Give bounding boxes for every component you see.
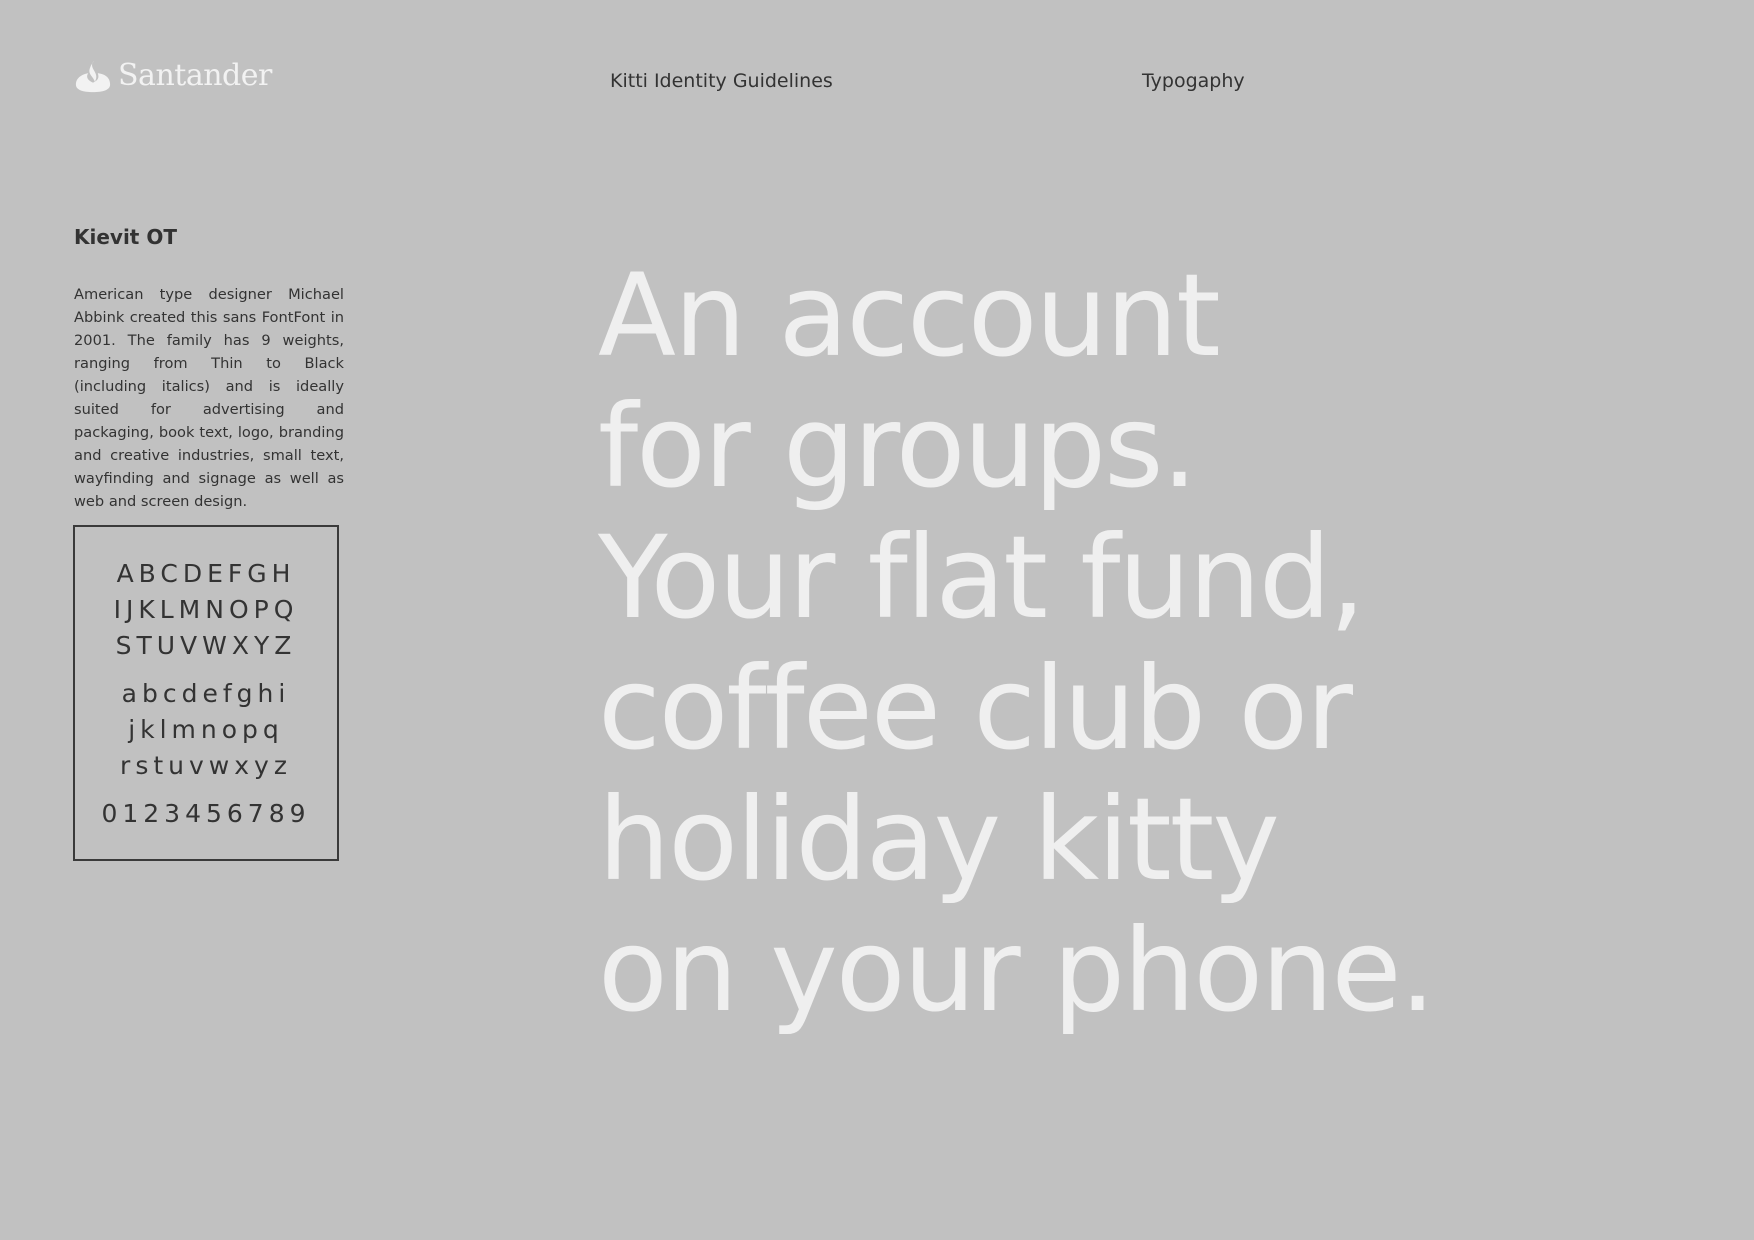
specimen-line: abcdefghi [121, 679, 291, 708]
specimen-line: rstuvwxyz [120, 751, 292, 780]
section-title: Typogaphy [1142, 70, 1245, 92]
uppercase-specimen [75, 556, 337, 664]
headline-line: Your flat fund, [598, 511, 1364, 644]
digits-specimen [75, 796, 337, 832]
lowercase-specimen [75, 676, 337, 784]
specimen-line: STUVWXYZ [115, 631, 297, 660]
character-specimen [73, 525, 339, 861]
document-title: Kitti Identity Guidelines [610, 70, 833, 92]
specimen-line: ABCDEFGH [116, 559, 296, 588]
santander-logo [74, 56, 272, 96]
headline-line: holiday kitty [598, 773, 1278, 906]
headline-line: An account [598, 249, 1219, 382]
specimen-line: 0123456789 [101, 799, 311, 828]
specimen-line: IJKLMNOPQ [113, 595, 299, 624]
specimen-line: jklmnopq [128, 715, 284, 744]
font-description: American type designer Michael Abbink created this sans FontFont in 2001. The family has 9 weights, ranging from Thin to Black (including italics) and is ideally suited for advertising and packaging, book text, logo, branding and creative industries, small text, wayfinding and signage as well as web and screen design. [74, 286, 344, 510]
headline [598, 250, 1434, 1036]
brand-name: Santander [118, 58, 272, 93]
headline-line: coffee club or [598, 642, 1352, 775]
headline-line: for groups. [598, 380, 1196, 513]
font-name: Kievit OT [74, 225, 177, 249]
flame-icon [74, 57, 112, 95]
headline-line: on your phone. [598, 904, 1434, 1037]
